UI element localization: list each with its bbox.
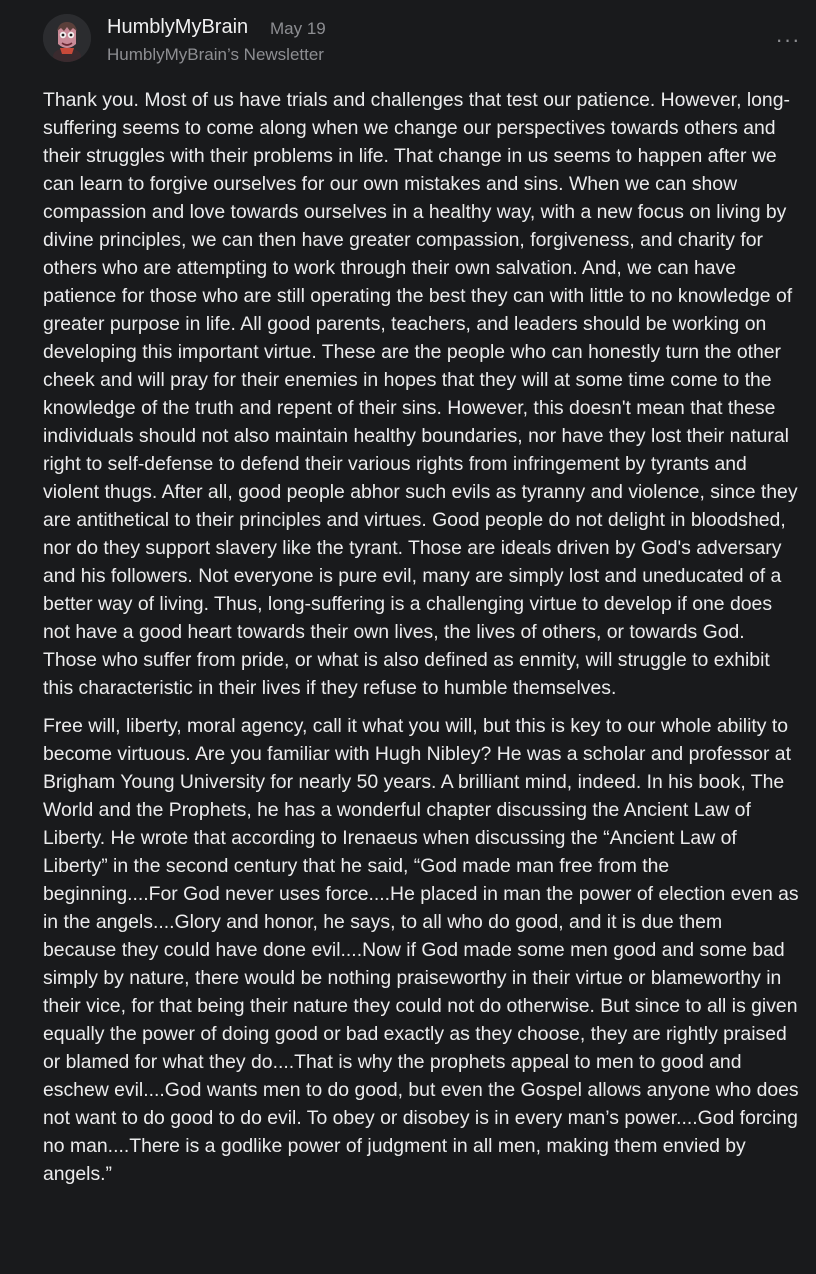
newsletter-name[interactable]: HumblyMyBrain’s Newsletter <box>107 45 324 64</box>
more-options-icon[interactable]: ··· <box>775 27 801 52</box>
author-avatar[interactable] <box>43 14 91 62</box>
post-header <box>0 0 816 80</box>
author-name[interactable]: HumblyMyBrain <box>107 16 249 38</box>
body-paragraph: Thank you. Most of us have trials and challenges that test our patience. However, long-suffering seems to come along when we change our perspectives towards others and their struggles with their problems in life. That change in us seems to happen after we can learn to forgive ourselves for our own mistakes and sins. When we can show compassion and love towards ourselves in a healthy way, with a new focus on living by divine principles, we can then have greater compassion, forgiveness, and charity for others who are attempting to work through their own salvation. And, we can have patience for those who are still operating the best they can with little to no knowledge of greater purpose in life. All good parents, teachers, and leaders should be working on developing this important virtue. These are the people who can honestly turn the other cheek and will pray for their enemies in hopes that they will at some time come to the knowledge of the truth and repent of their sins. However, this doesn't mean that these individuals should not also maintain healthy boundaries, nor have they lost their natural right to self-defense to defend their various rights from infringement by tyrants and violent thugs. After all, good people abhor such evils as tyranny and violence, since they are antithetical to their principles and virtues. Good people do not delight in bloodshed, nor do they support slavery like the tyrant. Those are ideals driven by God's adversary and his followers. Not everyone is pure evil, many are simply lost and uneducated of a better way of living. Thus, long-suffering is a challenging virtue to develop if one does not have a good heart towards their own lives, the lives of others, or towards God. Those who suffer from pride, or what is also defined as enmity, will struggle to exhibit this characteristic in their lives if they refuse to humble themselves. <box>43 89 798 699</box>
body-paragraph: Free will, liberty, moral agency, call it what you will, but this is key to our whole ability to become virtuous. Are you familiar with Hugh Nibley? He was a scholar and professor at Brigham Young University for nearly 50 years. A brilliant mind, indeed. In his book, The World and the Prophets, he has a wonderful chapter discussing the Ancient Law of Liberty. He wrote that according to Irenaeus when discussing the “Ancient Law of Liberty” in the second century that he said, “God made man free from the beginning....For God never uses force....He placed in man the power of election even as in the angels....Glory and honor, he says, to all who do good, and it is due them because they could have done evil....Now if God made some men good and some bad simply by nature, there would be nothing praiseworthy in their virtue or blameworthy in their vice, for that being their nature they could not do otherwise. But since to all is given equally the power of doing good or bad exactly as they choose, they are rightly praised or blamed for what they do....That is why the prophets appeal to men to good and eschew evil....God wants men to do good, but even the Gospel allows anyone who does not want to do good to do evil. To obey or disobey is in every man’s power....God forcing no man....There is a godlike power of judgment in all men, making them envied by angels.” <box>43 715 799 1185</box>
profile-avatar-icon <box>43 14 91 62</box>
post-date: May 19 <box>270 19 326 38</box>
comment-body <box>43 86 799 1198</box>
